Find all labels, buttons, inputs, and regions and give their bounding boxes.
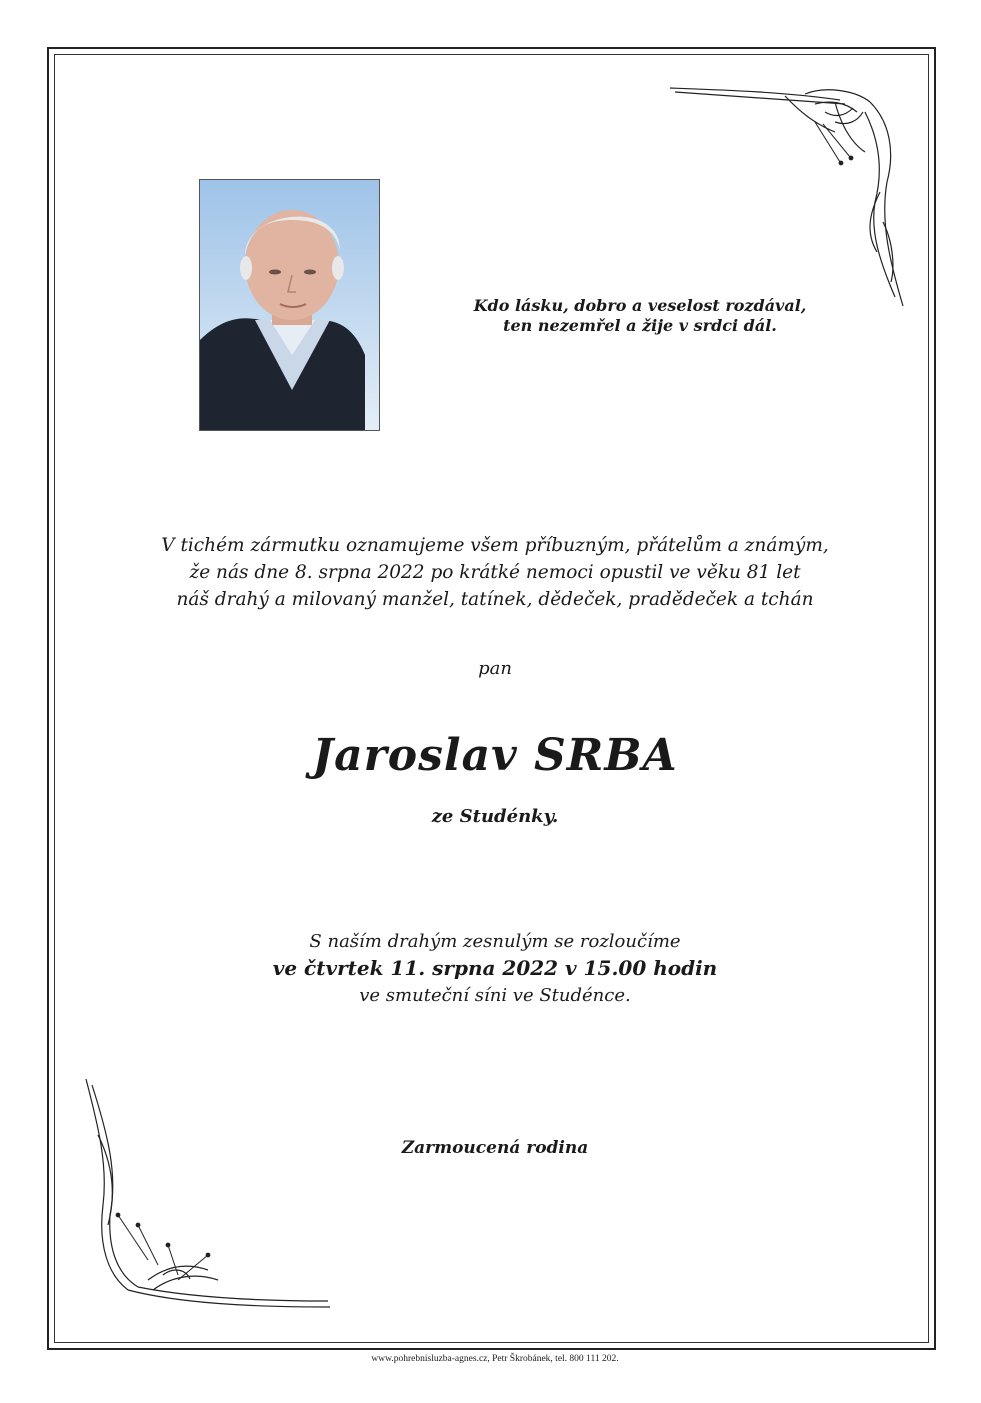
deceased-name: Jaroslav SRBA [312,730,678,781]
quote-line: Kdo lásku, dobro a veselost rozdával, [473,296,807,315]
ceremony-date-time: ve čtvrtek 11. srpna 2022 v 15.00 hodin [272,956,718,980]
announcement-line: že nás dne 8. srpna 2022 po krátké nemoci opustil ve věku 81 let [189,562,801,583]
announcement-line: V tichém zármutku oznamujeme všem příbuzným, přátelům a známým, [161,535,829,556]
family-signature: Zarmoucená rodina [401,1138,589,1158]
ceremony-intro: S naším drahým zesnulým se rozloučíme [309,931,681,952]
announcement-line: náš drahý a milovaný manžel, tatínek, dědeček, pradědeček a tchán [176,589,814,610]
funeral-ceremony-info [100,928,890,1009]
funeral-service-footer: www.pohrebnisluzba-agnes.cz, Petr Škrobánek, tel. 800 111 202. [371,1354,619,1364]
floral-corner-ornament-bottom-left-icon [78,1075,338,1315]
deceased-origin: ze Studénky. [431,806,559,827]
honorific: pan [478,658,512,679]
death-announcement [100,532,890,613]
portrait-icon [200,180,380,431]
memorial-quote [450,296,830,336]
ceremony-location: ve smuteční síni ve Studénce. [359,985,631,1006]
portrait-photo [199,179,380,431]
quote-line: ten nezemřel a žije v srdci dál. [503,316,777,335]
floral-corner-ornament-top-right-icon [665,82,910,312]
